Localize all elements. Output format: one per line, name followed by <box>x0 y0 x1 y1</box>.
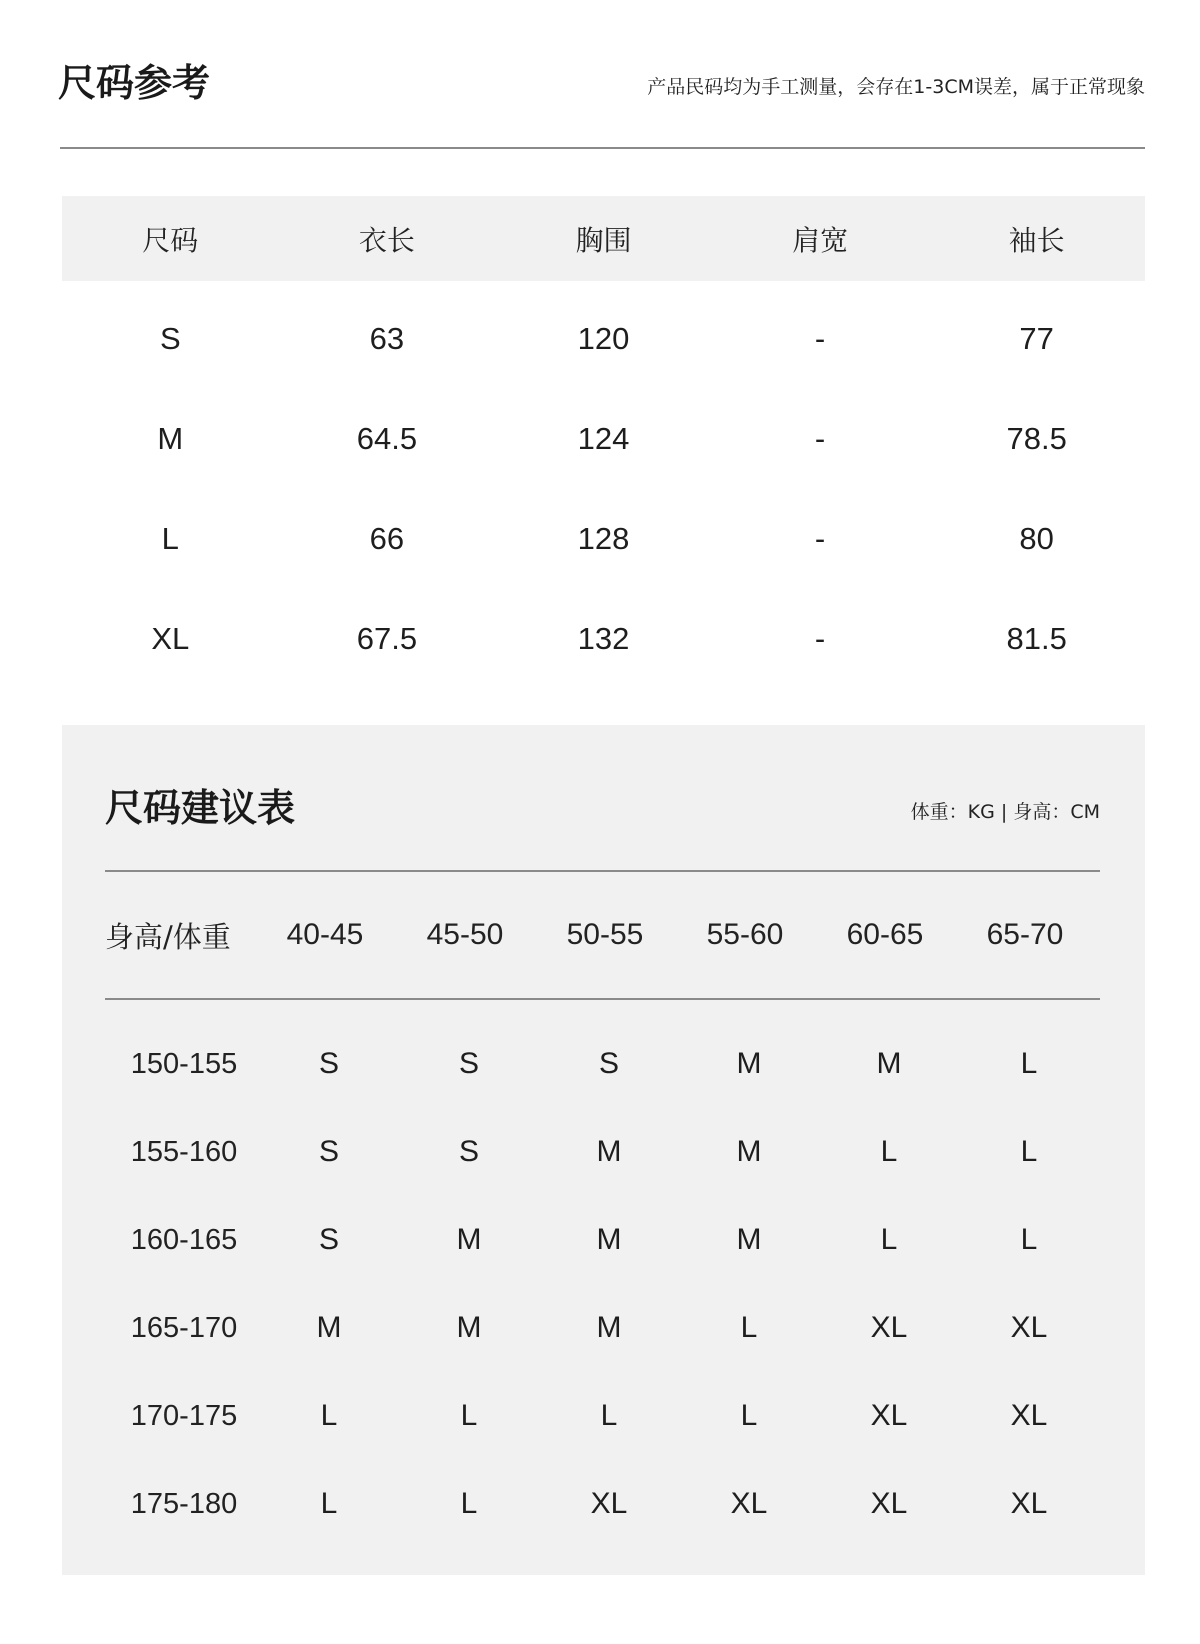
table-row <box>62 309 1145 369</box>
size-cell: L <box>460 1399 478 1432</box>
corner-label: 身高/体重 <box>105 919 231 954</box>
divider <box>105 870 1100 872</box>
table-cell: L <box>161 521 179 556</box>
table-row <box>105 1298 1100 1358</box>
table-cell: 128 <box>577 521 630 556</box>
size-cell: L <box>1020 1223 1038 1256</box>
table-row <box>105 1122 1100 1182</box>
table-cell: 67.5 <box>356 621 418 656</box>
size-cell: XL <box>730 1487 768 1520</box>
size-cell: L <box>1020 1047 1038 1080</box>
table-cell: 64.5 <box>356 421 418 456</box>
size-cell: M <box>876 1047 902 1080</box>
size-cell: S <box>318 1223 339 1256</box>
size-cell: S <box>458 1047 479 1080</box>
size-cell: M <box>596 1311 622 1344</box>
recommendation-header-row <box>105 897 1100 973</box>
size-cell: L <box>460 1487 478 1520</box>
weight-range-header: 40-45 <box>286 918 364 951</box>
column-header-size: 尺码 <box>142 223 199 257</box>
size-cell: M <box>736 1135 762 1168</box>
table-cell: 120 <box>577 321 630 356</box>
table-cell: 63 <box>369 321 405 356</box>
table-row <box>62 409 1145 469</box>
size-cell: L <box>320 1487 338 1520</box>
table-cell: - <box>814 321 826 356</box>
weight-range-header: 65-70 <box>986 918 1064 951</box>
divider <box>60 147 1145 149</box>
weight-range-header: 60-65 <box>846 918 924 951</box>
table-cell: 124 <box>577 421 630 456</box>
page-title: 尺码参考 <box>58 61 211 105</box>
column-header-shoulder: 肩宽 <box>792 223 849 257</box>
size-cell: XL <box>870 1399 908 1432</box>
size-cell: XL <box>590 1487 628 1520</box>
table-row <box>105 1386 1100 1446</box>
size-cell: L <box>740 1311 758 1344</box>
height-range: 160-165 <box>130 1223 238 1256</box>
table-row <box>62 609 1145 669</box>
size-cell: M <box>456 1311 482 1344</box>
table-row <box>105 1210 1100 1270</box>
table-row <box>105 1034 1100 1094</box>
size-cell: M <box>456 1223 482 1256</box>
column-header-chest: 胸围 <box>575 223 632 257</box>
size-cell: L <box>880 1223 898 1256</box>
weight-range-header: 50-55 <box>566 918 644 951</box>
size-cell: S <box>458 1135 479 1168</box>
size-cell: L <box>1020 1135 1038 1168</box>
column-header-length: 衣长 <box>358 223 415 257</box>
column-header-sleeve: 袖长 <box>1008 223 1065 257</box>
size-recommendation-panel <box>62 725 1145 1575</box>
size-cell: S <box>318 1135 339 1168</box>
table-cell: 80 <box>1019 521 1054 556</box>
size-cell: M <box>596 1135 622 1168</box>
size-cell: XL <box>870 1487 908 1520</box>
size-cell: XL <box>1010 1311 1048 1344</box>
table-cell: XL <box>151 621 190 656</box>
size-cell: L <box>320 1399 338 1432</box>
table-cell: 81.5 <box>1006 621 1067 656</box>
size-cell: XL <box>870 1311 908 1344</box>
size-cell: M <box>736 1223 762 1256</box>
size-cell: XL <box>1010 1487 1048 1520</box>
table-row <box>62 509 1145 569</box>
table-cell: M <box>157 421 184 456</box>
weight-range-header: 45-50 <box>426 918 504 951</box>
size-cell: L <box>740 1399 758 1432</box>
table-cell: 66 <box>369 521 405 556</box>
table-cell: 77 <box>1019 321 1054 356</box>
size-cell: L <box>880 1135 898 1168</box>
height-range: 175-180 <box>130 1487 238 1520</box>
measurement-note: 产品民码均为手工测量，会存在1-3CM误差，属于正常现象 <box>647 76 1145 98</box>
size-cell: S <box>318 1047 339 1080</box>
height-range: 150-155 <box>130 1047 238 1080</box>
size-cell: M <box>596 1223 622 1256</box>
height-range: 170-175 <box>130 1399 238 1432</box>
size-cell: L <box>600 1399 618 1432</box>
table-cell: - <box>814 421 826 456</box>
size-cell: M <box>736 1047 762 1080</box>
table-row <box>105 1474 1100 1534</box>
unit-note: 体重：KG | 身高：CM <box>910 801 1100 823</box>
table-cell: 78.5 <box>1006 421 1067 456</box>
table-cell: - <box>814 521 826 556</box>
divider <box>105 998 1100 1000</box>
table-cell: 132 <box>577 621 630 656</box>
height-range: 165-170 <box>130 1311 238 1344</box>
recommendation-title: 尺码建议表 <box>105 786 296 830</box>
weight-range-header: 55-60 <box>706 918 784 951</box>
size-cell: S <box>598 1047 619 1080</box>
size-cell: M <box>316 1311 342 1344</box>
size-cell: XL <box>1010 1399 1048 1432</box>
height-range: 155-160 <box>130 1135 238 1168</box>
table-cell: S <box>159 321 181 356</box>
table-cell: - <box>814 621 826 656</box>
size-table-header <box>62 196 1145 281</box>
